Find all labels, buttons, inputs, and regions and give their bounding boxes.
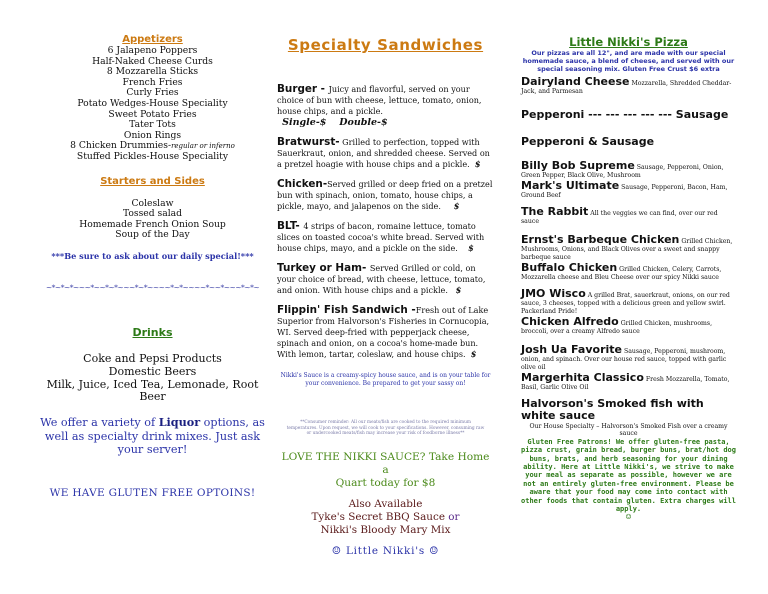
pizza-desc: Sausage, Pepperoni, Onion, Green Pepper, Black Olive, Mushroom: [521, 163, 724, 179]
sandwich-burger: [277, 84, 494, 128]
sandwich-desc: Grilled to perfection, topped with Sauerkraut, onion, and shredded cheese. Served on a pretzel hoagie with house chips and a pickle.: [277, 137, 490, 169]
drink-line: Domestic Beers: [108, 364, 197, 378]
pizza-rabbit: [521, 204, 736, 226]
right-column: [521, 0, 736, 594]
pizza-name: Dairyland Cheese: [521, 74, 630, 88]
list-item: French Fries: [122, 76, 183, 88]
nikki-sauce-note: Nikki's Sauce is a creamy-spicy house sauce, and is on your table for your convenience. Be prepared to get your sassy on!: [280, 372, 491, 387]
sandwich-name: Burger -: [277, 83, 329, 95]
pizza-desc: Grilled Chicken, Mushrooms, Onions, and Black Olives over a sweet and snappy barbeque sauce: [521, 237, 733, 261]
list-item: Soup of the Day: [115, 229, 190, 241]
list-item: Sweet Potato Fries: [108, 108, 197, 120]
pizza-desc: Sausage, Pepperoni, Bacon, Ham, Ground Beef: [521, 183, 728, 199]
consumer-reminder: **Consumer reminder: All our meats/fish are cooked to the required minimum temperatures. Upon request, we will cook to your specifications. However, consuming raw or undercooked meats/fish may increase your risk of foodborne illness**: [286, 420, 485, 437]
gluten-free-patrons-note: Gluten Free Patrons! We offer gluten-free pasta, pizza crust, grain bread, burger buns, brat/hot dog buns, brats, and herb seasoning for your dining ability. Here at Little Nikki's, we strive to make your meal as separate as possible, however we are not an entirely gluten-free environment. Please be aware that your food may come into contact with other foods that contain gluten. Extra charges will apply.: [521, 437, 736, 514]
sandwich-fish: [277, 305, 494, 360]
take-home-sauce-promo: [277, 451, 494, 490]
pizza-name: Ernst's Barbeque Chicken: [521, 232, 680, 246]
gluten-free-note: WE HAVE GLUTEN FREE OPTOINS!: [49, 486, 256, 499]
bbq-sauce-line: [277, 511, 494, 524]
list-item: Stuffed Pickles-House Speciality: [76, 150, 229, 162]
list-item: Tossed salad: [122, 208, 183, 220]
halvorson-fish-desc: Our House Specialty – Halvorson's Smoked Fish over a creamy sauce: [529, 422, 728, 438]
pizza-intro: Our pizzas are all 12", and are made with our special homemade sauce, a blend of cheese, and served with our special seasoning mix. Gluten Free Crust $6 extra: [522, 49, 735, 74]
drummies-label: 8 Chicken Drummies-: [70, 140, 172, 152]
decorative-divider: ~*~*~*~~~*~~*~*~~~*~*~~~~*~*~~~~*~~*~~~*~*~: [45, 282, 260, 292]
pizza-name: Buffalo Chicken: [521, 260, 618, 274]
sandwich-chicken: [277, 179, 494, 212]
pizza-desc: Grilled Chicken, mushrooms, broccoli, over a creamy Alfredo sauce: [521, 319, 713, 335]
also-available-section: [277, 498, 494, 537]
pizza-desc: A grilled Brat, sauerkraut, onions, on our red sauce, 3 cheeses, topped with a delicious green and yellow swirl. Packerland Pride!: [521, 291, 730, 315]
sandwich-name: Bratwurst-: [277, 136, 340, 148]
pizza-desc: Mozzarella, Shredded Cheddar-Jack, and Parmesan: [521, 79, 732, 95]
pizza-name: The Rabbit: [521, 204, 589, 218]
appetizers-heading: Appetizers: [122, 34, 183, 45]
list-item: Curly Fries: [126, 87, 179, 99]
pizza-marks-ultimate: [521, 178, 736, 200]
left-column: [40, 0, 265, 594]
sandwich-desc: Juicy and flavorful, served on your choice of bun with cheese, lettuce, tomato, onion, house chips, and a pickle.: [277, 84, 482, 116]
also-available-heading: Also Available: [348, 497, 423, 510]
pizza-name: Billy Bob Supreme: [521, 158, 635, 172]
liquor-word: Liquor: [158, 415, 201, 430]
sandwich-desc: Fresh out of Lake Superior from Halvorson's Fisheries in Cornucopia, WI. Served deep-fried with pepperjack cheese, spinach and onion, on a cocoa's home-made bun. With lemon, tartar, coleslaw, and house chips.: [277, 305, 490, 359]
pizza-pepperoni-sausage: Pepperoni & Sausage: [521, 134, 655, 148]
halvorson-fish-heading: Halvorson's Smoked fish with white sauce: [521, 396, 704, 423]
sandwich-bratwurst: [277, 137, 494, 170]
list-item: Tater Tots: [129, 119, 176, 131]
pizza-name: Josh Ua Favorite: [521, 342, 622, 356]
list-item: Potato Wedges-House Speciality: [77, 97, 228, 109]
list-item: Homemade French Onion Soup: [79, 218, 226, 230]
bbq-sauce-name: Tyke's Secret BBQ Sauce: [311, 510, 445, 523]
sandwich-price: $: [455, 285, 462, 295]
bloody-mary-line: Nikki's Bloody Mary Mix: [320, 523, 451, 536]
sandwich-name: Chicken-: [277, 178, 328, 190]
pizza-desc: Fresh Mozzarella, Tomato, Basil, Garlic Olive Oil: [521, 375, 730, 391]
specialty-sandwiches-heading: Specialty Sandwiches: [287, 36, 484, 54]
middle-column: [277, 0, 494, 594]
pizza-jmo-wisco: [521, 286, 736, 316]
sandwich-desc: 4 strips of bacon, romaine lettuce, tomato slices on toasted cocoa's white bread. Served with house chips, mayo, and a pickle on the side.: [277, 221, 485, 253]
promo-line: LOVE THE NIKKI SAUCE? Take Home a: [281, 450, 490, 476]
drink-line: Milk, Juice, Iced Tea, Lemonade, Root: [46, 377, 259, 391]
pizza-buffalo-chicken: [521, 260, 736, 282]
pizza-billy-bob: [521, 158, 736, 180]
sandwich-turkey-ham: [277, 263, 494, 296]
pizza-name: JMO Wisco: [521, 286, 586, 300]
list-item: Half-Naked Cheese Curds: [92, 55, 213, 67]
pizza-desc: Grilled Chicken, Celery, Carrots, Mozzarella cheese and Bleu Cheese over our spicy Nikki sauce: [521, 265, 722, 281]
sandwich-price: $: [468, 243, 474, 253]
list-item: 8 Mozzarella Sticks: [106, 66, 199, 78]
pizza-pepperoni: [521, 108, 736, 121]
drink-line: Coke and Pepsi Products: [83, 351, 222, 365]
appetizers-list: [40, 46, 265, 163]
list-item: Coleslaw: [131, 197, 174, 209]
liquor-note: [40, 416, 265, 457]
sandwich-desc: Served Grilled or cold, on your choice of bread, with cheese, lettuce, tomato, and onion. With house chips and a pickle.: [277, 263, 486, 295]
burger-double-price: Double-$: [339, 117, 388, 128]
drink-line: Beer: [139, 390, 166, 404]
little-nikkis-signature: ☺ Little Nikki's ☺: [331, 544, 440, 557]
pizza-heading: Little Nikki's Pizza: [569, 35, 688, 49]
promo-line: Quart today for $8: [335, 476, 436, 489]
sandwich-name: Flippin' Fish Sandwich -: [277, 304, 416, 316]
pepperoni-dashes: --- --- --- --- ---: [584, 107, 676, 121]
pizza-name: Pepperoni: [521, 107, 585, 121]
sandwich-price: $: [470, 349, 477, 359]
starters-list: [40, 199, 265, 241]
drinks-heading: Drinks: [132, 325, 173, 339]
pizza-desc: Sausage, Pepperoni, mushroom, onion, and spinach. Over our house red sauce, topped with garlic olive oil: [521, 347, 727, 371]
list-item: 6 Jalapeno Poppers: [107, 45, 198, 56]
sandwich-price: $: [453, 201, 460, 211]
liquor-text-end: options, as well as specialty drink mixes. Just ask your server!: [44, 416, 265, 457]
starters-heading: Starters and Sides: [100, 175, 205, 187]
pizza-margerhita: [521, 370, 736, 392]
sandwich-desc: Served grilled or deep fried on a pretzel bun with spinach, onion, tomato, house chips, a pickle, mayo, and jalapenos on the side.: [277, 179, 493, 211]
liquor-text-start: We offer a variety of: [40, 416, 159, 430]
pizza-desc: All the veggies we can find, over our red sauce: [521, 209, 718, 225]
pizza-josh-favorite: [521, 342, 736, 372]
sausage-label: Sausage: [675, 107, 729, 121]
daily-special-note: ***Be sure to ask about our daily special!***: [51, 250, 254, 261]
smiley-icon: ☺: [625, 513, 632, 522]
pizza-name: Mark's Ultimate: [521, 178, 620, 192]
pizza-bbq-chicken: [521, 232, 736, 262]
sandwich-blt: [277, 221, 494, 254]
pizza-name: Chicken Alfredo: [521, 314, 619, 328]
sandwich-price: $: [474, 159, 481, 169]
pizza-dairyland: [521, 74, 736, 96]
pizza-chicken-alfredo: [521, 314, 736, 336]
list-item: Onion Rings: [123, 129, 182, 141]
sandwich-name: Turkey or Ham-: [277, 262, 370, 274]
drummies-options: regular or inferno: [171, 142, 235, 151]
pizza-name: Margerhita Classico: [521, 370, 644, 384]
sandwich-name: BLT-: [277, 220, 304, 232]
or-word: or: [444, 510, 460, 523]
burger-single-price: Single-$: [282, 117, 327, 128]
